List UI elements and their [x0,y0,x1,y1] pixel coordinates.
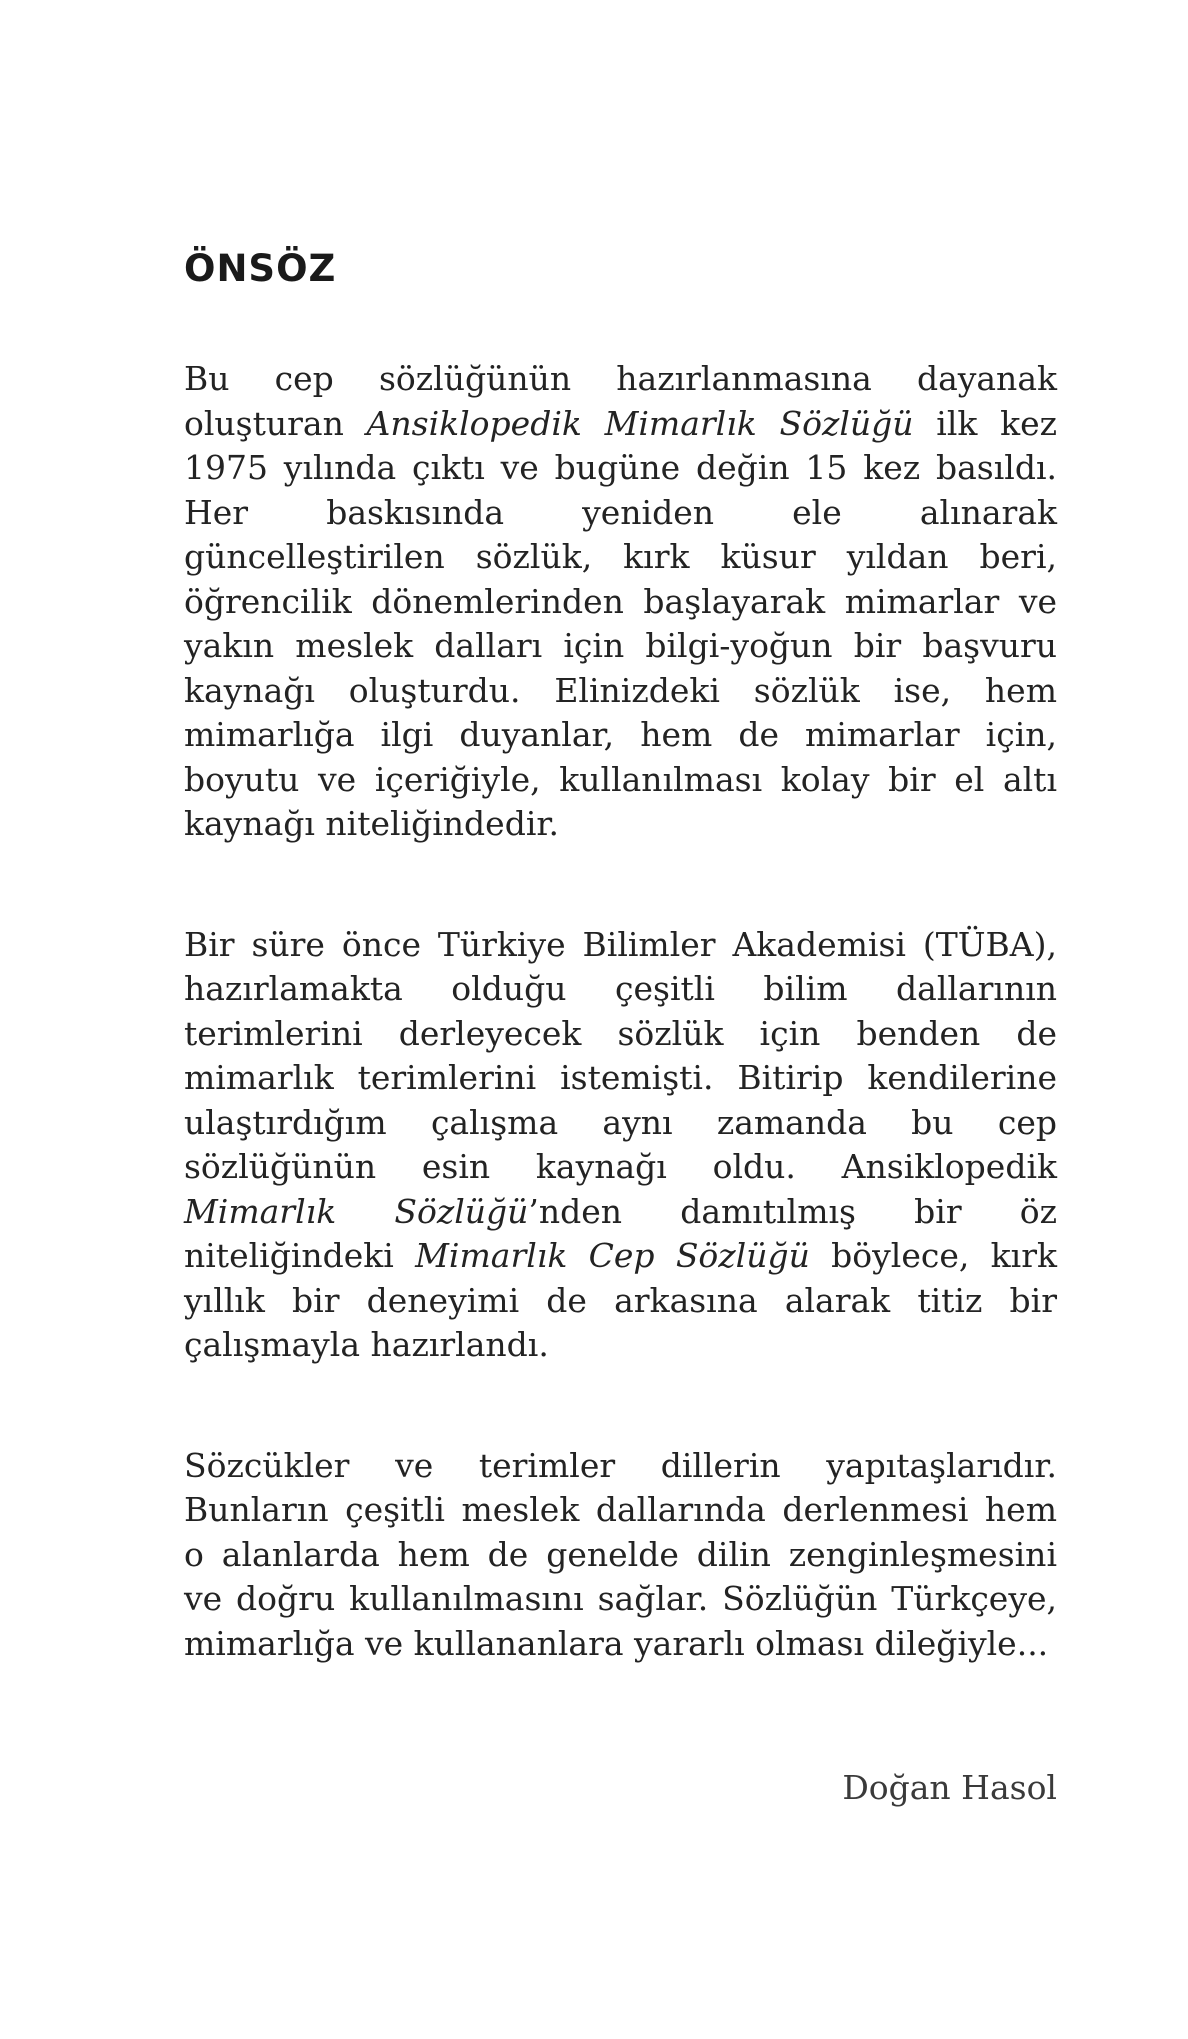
page-title: ÖNSÖZ [184,247,337,290]
preface-paragraph-2: Bir süre önce Türkiye Bilimler Akademisi (TÜBA), hazırlamakta olduğu çeşitli bilim dallarının terimlerini derleyecek sözlük için benden de mimarlık terimlerini istemişti. Bitirip kendilerine ulaştırdığım çalışma aynı zamanda bu cep sözlüğünün esin kaynağı oldu. Ansiklopedik Mimarlık Sözlüğü’nden damıtılmış bir öz niteliğindeki Mimarlık Cep Sözlüğü böylece, kırk yıllık bir deneyimi de arkasına alarak titiz bir çalışmayla hazırlandı. [184,924,1057,1364]
preface-paragraph-1: Bu cep sözlüğünün hazırlanmasına dayanak oluşturan Ansiklopedik Mimarlık Sözlüğü ilk kez 1975 yılında çıktı ve bugüne değin 15 kez basıldı. Her baskısında yeniden ele alınarak güncelleştirilen sözlük, kırk küsur yıldan beri, öğrencilik dönemlerinden başlayarak mimarlar ve yakın meslek dalları için bilgi-yoğun bir başvuru kaynağı oluşturdu. Elinizdeki sözlük ise, hem mimarlığa ilgi duyanlar, hem de mimarlar için, boyutu ve içeriğiyle, kullanılması kolay bir el altı kaynağı niteliğindedir. [184,359,1057,843]
author-signature: Doğan Hasol [842,1768,1057,1807]
preface-content [184,247,1057,1811]
preface-paragraph-3: Sözcükler ve terimler dillerin yapıtaşlarıdır. Bunların çeşitli meslek dallarında derlenmesi hem o alanlarda hem de genelde dilin zenginleşmesini ve doğru kullanılmasını sağlar. Sözlüğün Türkçeye, mimarlığa ve kullananlara yararlı olması dileğiyle... [184,1445,1057,1663]
